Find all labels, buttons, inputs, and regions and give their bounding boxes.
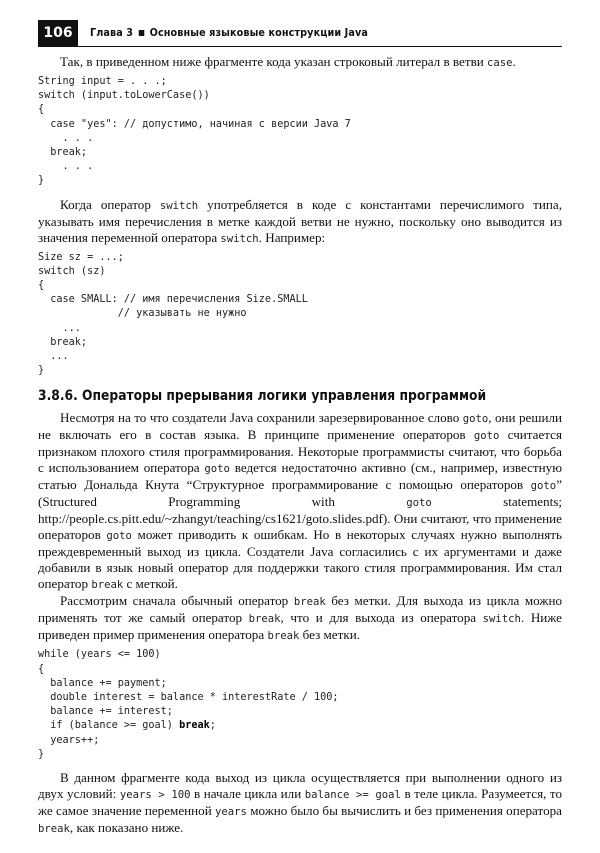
break-keyword: break [179,720,210,732]
running-title [90,20,368,46]
paragraph-case-string: Так, в приведенном ниже фрагменте кода указан строковый литерал в ветви case. [60,54,516,69]
running-header [38,20,562,47]
square-bullet-icon [139,30,145,36]
code-switch-enum: Size sz = ...; switch (sz) { case SMALL: // имя перечисления Size.SMALL // указывать не нужно ... break; ... } [38,251,308,377]
code-while-break: while (years <= 100) { balance += payment; double interest = balance * interestRate / 100; balance += interest; if (balance >= goal) break; years++; } [38,649,339,760]
page-number: 106 [38,20,78,46]
chapter-label: Глава 3 [90,27,134,39]
paragraph-goto: Несмотря на то что создатели Java сохранили зарезервированное слово goto, они решили не включать его в состав языка. В принципе применение операторов goto считается признаком плохого стиля программирования. Некоторые программисты считают, что борьба с использованием оператора goto ведется недостаточно активно (см., например, известную статью Дональда Кнута “Структурное программирование с помощью операторов goto” (Structured Programming with goto statements; http://people.cs.pitt.edu/~zhangyt/teaching/cs1621/goto.slides.pdf). Они считают, что применение операторов goto может приводить к ошибкам. Но в некоторых случаях нужно выполнять преждевременный выход из цикла. Создатели Java согласились с их аргументами и даже добавили в язык новый оператор для поддержки такого стиля программирования. Им стал оператор break с меткой. [38,410,563,592]
chapter-title: Основные языковые конструкции Java [149,27,368,39]
paragraph-enum-switch: Когда оператор switch употребляется в коде с константами перечислимого типа, указывать имя перечисления в метке каждой ветви не нужно, поскольку оно выводится из значения переменной оператора switch. Например: [38,196,562,245]
paragraph-loop-exit: В данном фрагменте кода выход из цикла осуществляется при выполнении одного из двух условий: years > 100 в начале цикла или balance >= goal в теле цикла. Разумеется, то же самое значение переменной years можно было бы вычислить и без применения оператора break, как показано ниже. [38,770,562,836]
section-heading: 3.8.6. Операторы прерывания логики управления программой [38,388,487,405]
page-body [38,54,562,837]
paragraph-break-unlabeled: Рассмотрим сначала обычный оператор break без метки. Для выхода из цикла можно применять тот же самый оператор break, что и для выхода из оператора switch. Ниже приведен пример применения оператора break без метки. [38,593,562,643]
code-switch-string: String input = . . .; switch (input.toLowerCase()) { case "yes": // допустимо, начиная с версии Java 7 . . . break; . . . } [38,76,351,187]
